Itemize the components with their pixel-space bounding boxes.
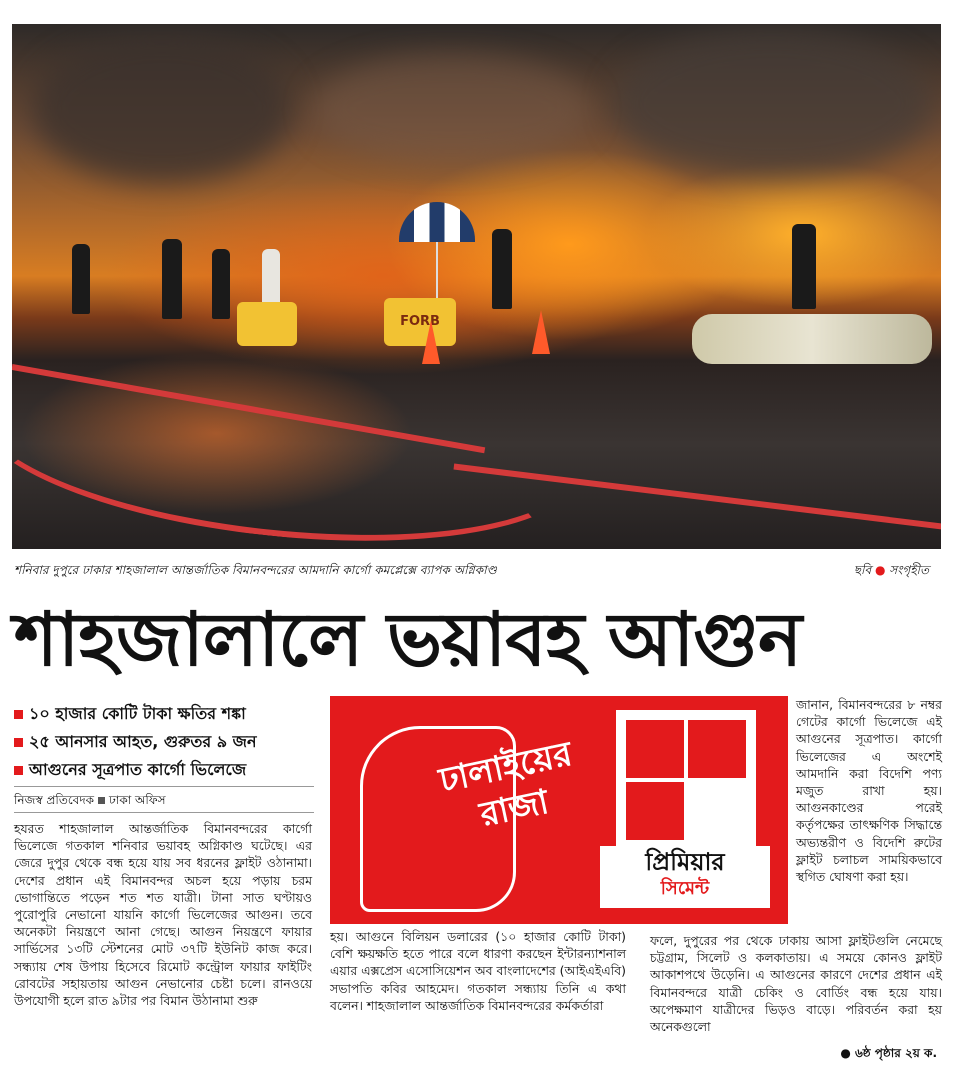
brand-name: প্রিমিয়ার xyxy=(645,848,725,876)
ad-brand xyxy=(600,846,770,908)
photo-credit xyxy=(854,562,929,582)
headline: শাহজালালে ভয়াবহ আগুন xyxy=(14,597,802,683)
drum-label: FORB xyxy=(384,298,456,346)
news-photo xyxy=(12,24,941,549)
bullet-square-icon xyxy=(14,766,23,775)
ad-slogan: ঢালাইয়ের রাজা xyxy=(435,733,576,836)
divider xyxy=(14,786,314,787)
byline: নিজস্ব প্রতিবেদক ঢাকা অফিস xyxy=(14,793,166,807)
umbrella xyxy=(399,202,475,242)
byline-square-icon xyxy=(98,797,105,804)
credit-source: সংগৃহীত xyxy=(889,563,929,577)
subheadline: ২৫ আনসার আহত, গুরুতর ৯ জন xyxy=(14,728,324,756)
article-column-3: জানান, বিমানবন্দরের ৮ নম্বর গেটের কার্গো ভিলেজে এই আগুনের সূত্রপাত। কার্গো ভিলেজের এ অংশেই আমদানি করা বিদেশি পণ্য মজুত রাখা হয়। আগুনকাণ্ডের পরেই কর্তৃপক্ষের তাৎক্ষণিক সিদ্ধান্তে অভ্যন্তরীণ ও বিদেশি রুটের ফ্লাইট চলাচল সাময়িকভাবে স্থগিত ঘোষণা করা হয়। xyxy=(796,697,942,885)
article-column-1: হযরত শাহজালাল আন্তর্জাতিক বিমানবন্দরের কার্গো ভিলেজে গতকাল শনিবার ভয়াবহ অগ্নিকাণ্ড ঘটেছে। এর জেরে দুপুর থেকে বন্ধ হয়ে যায় সব ধরনের ফ্লাইট ওঠানামা। দেশের প্রধান এই বিমানবন্দর অচল হয়ে পড়ায় চরম ভোগান্তিতে পড়েন শত শত যাত্রী। টানা সাত ঘণ্টায়ও পুরোপুরি নেভানো যায়নি কার্গো ভিলেজের আগুন। তবে অনেকটা নিয়ন্ত্রণে আনা গেছে। আগুন নিয়ন্ত্রণে ফায়ার সার্ভিসের ১৩টি স্টেশনের মোট ৩৭টি ইউনিট কাজ করে। সন্ধ্যায় শেষ উপায় হিসেবে রিমোট কন্ট্রোল ফায়ার ফাইটিং রোবটের সহায়তায় আগুন নেভানোর চেষ্টা চলে। রানওয়ে উপযোগী হলে রাত ৯টার পর বিমান উঠানামা শুরু xyxy=(14,821,312,1009)
article-column-2: হয়। আগুনে বিলিয়ন ডলারের (১০ হাজার কোটি টাকা) বেশি ক্ষয়ক্ষতি হতে পারে বলে ধারণা করছেন ইন্টারন্যাশনাল এয়ার এক্সপ্রেস এসোসিয়েশন অব বাংলাদেশের (আইএইএবি) সভাপতি কবির আহমেদ। গতকাল সন্ধ্যায় তিনি এ কথা বলেন। শাহজালাল আন্তর্জাতিক বিমানবন্দরের কর্মকর্তারা xyxy=(330,929,626,1013)
bullet-square-icon xyxy=(14,738,23,747)
subheadline: আগুনের সূত্রপাত কার্গো ভিলেজে xyxy=(14,756,324,784)
brand-product: সিমেন্ট xyxy=(660,878,710,899)
cement-advertisement xyxy=(330,696,788,924)
photo-caption: শনিবার দুপুরে ঢাকার শাহজালাল আন্তর্জাতিক বিমানবন্দরের আমদানি কার্গো কমপ্লেক্সে ব্যাপক অগ্নিকাণ্ড xyxy=(14,563,497,577)
credit-dot-icon: ● xyxy=(874,563,886,577)
continuation-note: ● ৬ষ্ঠ পৃষ্ঠার ২য় ক. xyxy=(840,1046,937,1060)
bullet-square-icon xyxy=(14,710,23,719)
subheadline: ১০ হাজার কোটি টাকা ক্ষতির শঙ্কা xyxy=(14,700,324,728)
divider xyxy=(14,812,314,813)
article-column-3-continued: ফলে, দুপুরের পর থেকে ঢাকায় আসা ফ্লাইটগুলি নেমেছে চট্টগ্রাম, সিলেট ও কলকাতায়। এ সময়ে কোনও ফ্লাইট আকাশপথে উড়েনি। এ আগুনের কারণে দেশের প্রধান এই বিমানবন্দরে যাত্রী চেকিং ও বোর্ডিং বন্ধ হয়ে যায়। অপেক্ষমাণ যাত্রীদের ভিড়ও বাড়ে। পরিবর্তন করা হয় অনেকগুলো xyxy=(650,933,942,1035)
subheadlines xyxy=(14,700,324,784)
credit-label: ছবি xyxy=(853,563,872,577)
